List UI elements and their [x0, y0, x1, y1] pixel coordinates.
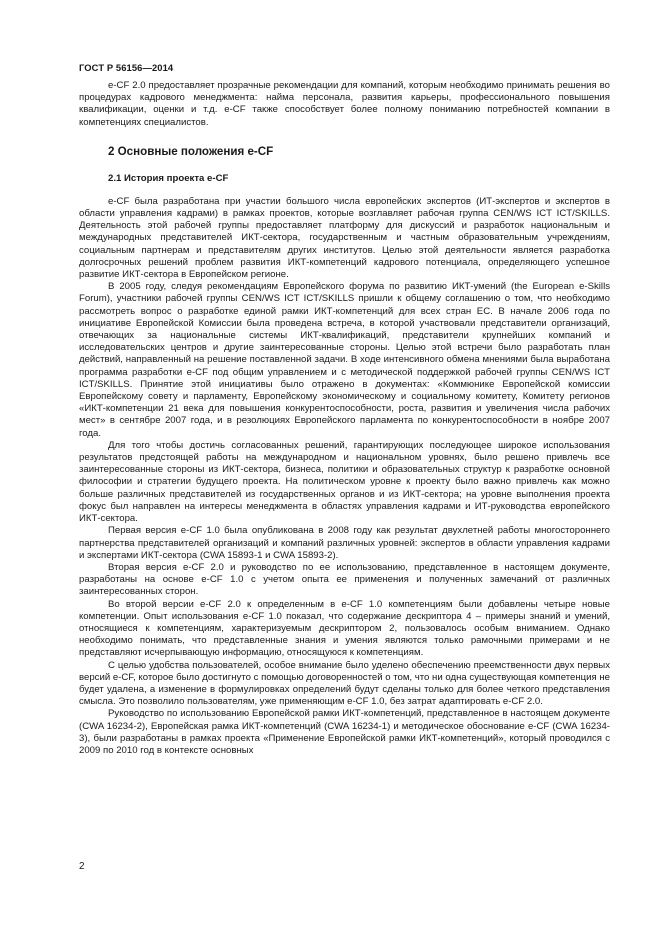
- paragraph: Вторая версия е-CF 2.0 и руководство по ее использованию, представленное в настоящем документе, разработаны на основе е-CF 1.0 с учетом опыта ее применения и полученных замечаний от различных заинтересованных сторон.: [79, 561, 610, 598]
- paragraph: В 2005 году, следуя рекомендациям Европейского форума по развитию ИКТ-умений (the European e-Skills Forum), участники рабочей группы CEN/WS ICT ICT/SKILLS пришли к общему соглашению о том, что необходимо рассмотреть вопрос о разработке единой рамки ИКТ-компетенций для всех стран ЕС. В начале 2006 года по инициативе Европейской Комиссии была проведена встреча, в которой участвовали представители организаций, отвечающих за национальные системы ИКТ-квалификаций, представители крупнейших компаний и исследовательских центров и другие заинтересованные стороны. Целью этой встречи было разработать план действий, направленный на решение поставленной задачи. В ходе интенсивного обмена мнениями была выработана программа разработки е-CF под общим управлением и с методической поддержкой рабочей группы CEN/WS ICT ICT/SKILLS. Принятие этой инициативы было отражено в документах: «Коммюнике Европейской комиссии Европейскому совету и парламенту, Европейскому экономическому и социальному комитету, Комитету регионов «ИКТ-компетенции 21 века для повышения конкурентоспособности, роста, развития и увеличения числа рабочих мест» в сентябре 2007 года, и в резолюциях Европейского парламента по конкурентоспособности в ноябре 2007 года.: [79, 281, 610, 439]
- standard-header: ГОСТ Р 56156—2014: [79, 62, 174, 73]
- paragraph: Первая версия е-CF 1.0 была опубликована в 2008 году как результат двухлетней работы многостороннего партнерства представителей организаций и компаний различных уровней: экспертов в области управления кадрами и экспертами ИКТ-сектора (CWA 15893-1 и CWA 15893-2).: [79, 525, 610, 561]
- paragraph: С целью удобства пользователей, особое внимание было уделено обеспечению преемственности двух первых версий е-CF, которое было достигнуто с помощью договоренностей о том, что ни одна существующая компетенция не будет удалена, а изменение в формулировках определений будут сделаны только для более четкого представления смысла. Это позволило пользователям, уже применяющим е-CF 1.0, без затрат адаптировать е-CF 2.0.: [79, 659, 610, 708]
- paragraph: Во второй версии е-CF 2.0 к определенным в е-CF 1.0 компетенциям были добавлены четыре новые компетенции. Опыт использования е-CF 1.0 показал, что содержание дескриптора 4 – примеры знаний и умений, относящиеся к компетенциям, характеризуемым дескриптором 2, пользовалось особым вниманием. Однако необходимо понимать, что представленные знания и умения являются только рамочными примерами и не представляют исчерпывающую информацию, относящуюся к компетенциям.: [79, 598, 610, 659]
- subsection-title: 2.1 История проекта е-CF: [108, 172, 229, 184]
- page-number: 2: [79, 861, 85, 872]
- paragraph: Руководство по использованию Европейской рамки ИКТ-компетенций, представленное в настоящем документе (CWA 16234-2), Европейская рамка ИКТ-компетенций (CWA 16234-1) и методическое обоснование е-CF (CWA 16234-3), были разработаны в рамках проекта «Применение Европейской рамки ИКТ-компетенций», который проводился с 2009 по 2010 год в контексте основных: [79, 708, 610, 756]
- section-title: 2 Основные положения е-CF: [108, 144, 274, 158]
- paragraph: е-CF была разработана при участии большого числа европейских экспертов (ИТ-экспертов и экспертов в области управления кадрами) в рамках проектов, которые возглавляет рабочая группа CEN/WS ICT ICT/SKILLS. Деятельность этой рабочей группы предоставляет платформу для дискуссий и разработок национальным и международных представителей ИКТ-сектора, государственным и частным образовательным учреждениям, социальным партнерам и представителям других институтов. Целью этой деятельности является разработка долгосрочных решений проблем развития ИКТ-компетенций кадрового потенциала, определяющего успешное развитие ИКТ-сектора в Европейском регионе.: [79, 195, 610, 281]
- document-body: [79, 80, 610, 757]
- intro-paragraph: е-CF 2.0 предоставляет прозрачные рекомендации для компаний, которым необходимо принимать решения во процедурах кадрового менеджмента: найма персонала, развития карьеры, профессионального повышения квалификации, оценки и т.д. е-CF также способствует более полному пониманию потребностей компании в компетенциях специалистов.: [79, 80, 610, 128]
- paragraph: Для того чтобы достичь согласованных решений, гарантирующих последующее широкое использования результатов предстоящей работы на международном и национальном уровнях, было решено привлечь все заинтересованные стороны из ИКТ-сектора, бизнеса, политики и образовательных структур к разработке основной философии и стратегии будущего проекта. На политическом уровне к проекту было важно привлечь как можно больше различных представителей из государственных органов и из ИКТ-сектора; на уровне выполнения проекта фокус был направлен на интересы менеджмента в областях управления кадрами и ИТ-руководства европейского ИКТ-сектора.: [79, 439, 610, 525]
